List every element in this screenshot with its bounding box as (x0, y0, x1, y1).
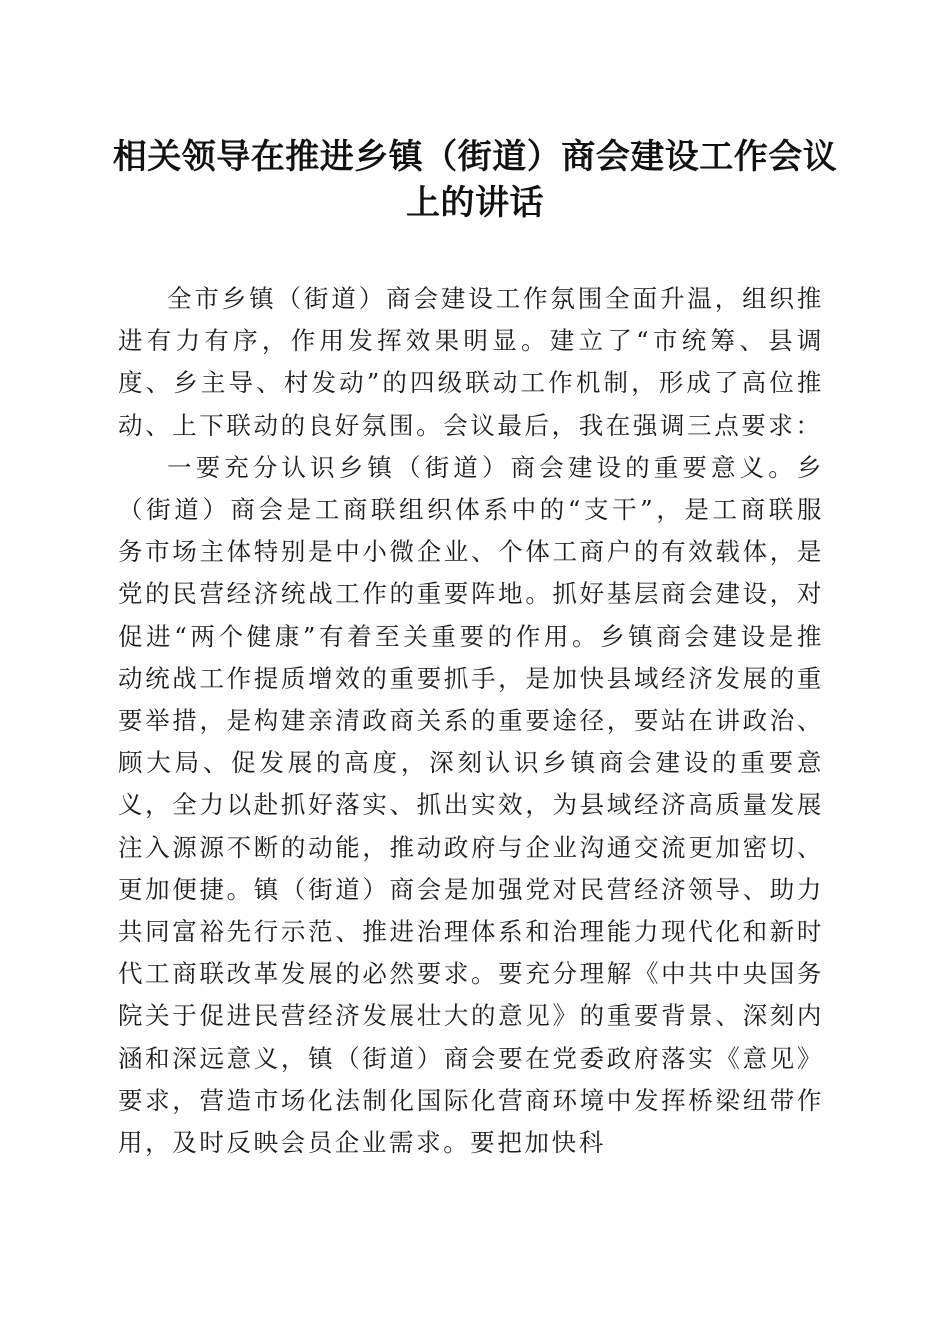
paragraph-point-one: 一要充分认识乡镇（街道）商会建设的重要意义。乡（街道）商会是工商联组织体系中的“支干”，是工商联服务市场主体特别是中小微企业、个体工商户的有效载体，是党的民营经济统战工作的重要阵地。抓好基层商会建设，对促进“两个健康”有着至关重要的作用。乡镇商会建设是推动统战工作提质增效的重要抓手，是加快县域经济发展的重要举措，是构建亲清政商关系的重要途径，要站在讲政治、顾大局、促发展的高度，深刻认识乡镇商会建设的重要意义，全力以赴抓好落实、抓出实效，为县域经济高质量发展注入源源不断的动能，推动政府与企业沟通交流更加密切、更加便捷。镇（街道）商会是加强党对民营经济领导、助力共同富裕先行示范、推进治理体系和治理能力现代化和新时代工商联改革发展的必然要求。要充分理解《中共中央国务院关于促进民营经济发展壮大的意见》的重要背景、深刻内涵和深远意义，镇（街道）商会要在党委政府落实《意见》要求，营造市场化法制化国际化营商环境中发挥桥梁纽带作用，及时反映会员企业需求。要把加快科 (118, 452, 824, 1158)
document-title: 相关领导在推进乡镇（街道）商会建设工作会议上的讲话 (112, 137, 838, 223)
paragraph-intro: 全市乡镇（街道）商会建设工作氛围全面升温，组织推进有力有序，作用发挥效果明显。建立了“市统筹、县调度、乡主导、村发动”的四级联动工作机制，形成了高位推动、上下联动的良好氛围。会议最后，我在强调三点要求： (118, 284, 824, 440)
document-body (118, 278, 824, 1164)
